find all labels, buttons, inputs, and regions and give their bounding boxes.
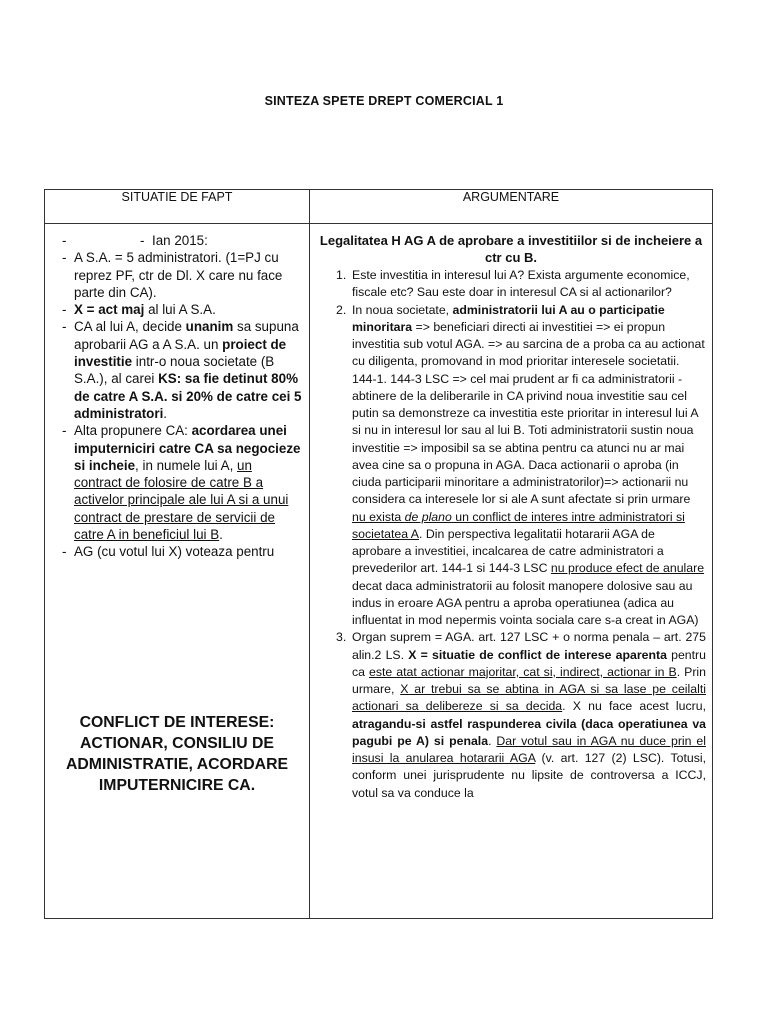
argument-cell [310, 224, 713, 919]
case-table [44, 189, 713, 919]
fact-item: - CA al lui A, decide unanim sa supuna aprobarii AG a A S.A. un proiect de investitie intr-o noua societate (B S.A.), al carei KS: sa fie detinut 80% de catre A S.A. si 20% de catre cei 5 administratori. [51, 318, 303, 422]
table-row [45, 224, 713, 919]
conflict-heading: CONFLICT DE INTERESE: ACTIONAR, CONSILIU DE ADMINISTRATIE, ACORDARE IMPUTERNICIRE CA. [65, 714, 289, 794]
fact-item: - AG (cu votul lui X) voteaza pentru [51, 543, 303, 560]
header-situatie: SITUATIE DE FAPT [45, 190, 310, 224]
fact-date: - - Ian 2015: [51, 232, 303, 249]
argument-item-3: 3. Organ suprem = AGA. art. 127 LSC + o norma penala – art. 275 alin.2 LS. X = situatie de conflict de interese aparenta pentru ca este atat actionar majoritar, cat si, indirect, actionar in B. Prin urmare, X ar trebui sa se abtina in AGA si sa lase pe ceilalti actionari sa delibereze si sa decida. X nu face acest lucru, atragandu-si astfel raspunderea civila (daca operatiunea va pagubi pe A) si penala. Dar votul sau in AGA nu duce prin el insusi la anularea hotararii AGA (v. art. 127 (2) LSC). Totusi, conform unei jurisprudente nu lipsite de controversa a ICCJ, votul sa va conduce la [336, 630, 707, 800]
fact-item: - X = act maj al lui A S.A. [51, 301, 303, 318]
header-argumentare: ARGUMENTARE [310, 190, 713, 224]
fact-item: - A S.A. = 5 administratori. (1=PJ cu reprez PF, ctr de Dl. X care nu face parte din CA). [51, 249, 303, 301]
argument-item-1: 1. Este investitia in interesul lui A? Exista argumente economice, fiscale etc? Sau este doar in interesul CA si al actionarilor? [336, 268, 690, 300]
fact-item: - Alta propunere CA: acordarea unei imputerniciri catre CA sa negocieze si incheie, in numele lui A, un contract de folosire de catre B a activelor principale ale lui A si a unui contract de prestare de servicii de catre A in beneficiul lui B. [51, 422, 303, 543]
argument-item-2: 2. In noua societate, administratorii lui A au o participatie minoritara => beneficiari directi ai investitiei => ei propun investitia sub votul AGA. => au sarcina de a proba ca au actionat cu diligenta, promovand in mod prioritar interesele societatii. 144-1. 144-3 LSC => cel mai prudent ar fi ca administratorii - abtinere de la deliberarile in CA privind noua investitie sau cel putin sa demonstreze ca investitia este prioritar in interesul lui A si nu in interesul lor sau al lui B. Toti administratorii sustin noua investitie => imposibil sa se abtina pentru ca atunci nu ar mai avea cine sa o propuna in AGA. Daca actionarii o aproba (in ciuda participarii minoritare a administratorilor)=> actionarii nu considera ca interesele lor si ale A sunt afectate si prin urmare nu exista de plano un conflict de interes intre administratori si societatea A. Din perspectiva legalitatii hotararii AGA de aprobare a investitiei, incalcarea de catre administratori a prevederilor art. 144-1 si 144-3 LSC nu produce efect de anulare decat daca administratorii au folosit manopere dolosive sau au indus in eroare AGA pentru a aproba operatiunea (adica au influentat in mod nepermis vointa sociala care s-a creat in AGA) [336, 302, 705, 627]
table-header-row [45, 190, 713, 224]
facts-cell [45, 224, 310, 919]
document-title: SINTEZA SPETE DREPT COMERCIAL 1 [264, 94, 504, 108]
argument-heading: Legalitatea H AG A de aprobare a investitiilor si de incheiere a ctr cu B. [319, 233, 703, 265]
